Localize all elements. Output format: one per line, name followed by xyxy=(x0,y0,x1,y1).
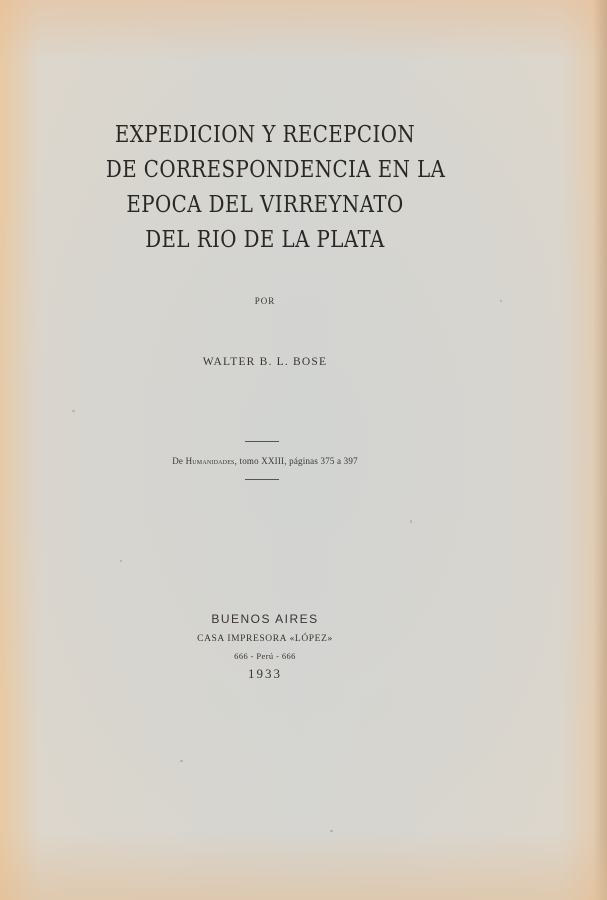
paper-fiber xyxy=(330,830,333,832)
imprint-address: 666 - Perú - 666 xyxy=(234,651,296,661)
paper-fiber xyxy=(72,410,75,412)
imprint-city: BUENOS AIRES xyxy=(211,612,319,626)
cover-title xyxy=(105,118,446,258)
title-line-3: EPOCA DEL VIRREYNATO xyxy=(126,192,404,218)
source-prefix: De xyxy=(172,456,184,466)
paper-fiber xyxy=(180,760,183,762)
by-label: POR xyxy=(254,296,276,306)
divider-top xyxy=(245,441,279,442)
title-line-4: DEL RIO DE LA PLATA xyxy=(145,227,385,253)
title-line-1: EXPEDICION Y RECEPCION xyxy=(114,122,416,148)
paper-fiber xyxy=(120,560,122,562)
paper-fiber xyxy=(410,520,412,523)
imprint-printer: CASA IMPRESORA «LÓPEZ» xyxy=(197,634,333,644)
imprint-year: 1933 xyxy=(248,666,282,681)
source-reference xyxy=(0,456,530,466)
paper-fiber xyxy=(500,300,502,302)
source-journal: Humanidades xyxy=(185,456,235,466)
divider-bottom xyxy=(245,479,279,480)
title-line-2: DE CORRESPONDENCIA EN LA xyxy=(105,157,446,183)
source-details: , tomo XXIII, páginas 375 a 397 xyxy=(234,456,358,466)
author-name: WALTER B. L. BOSE xyxy=(202,356,328,368)
page-edge-shadow xyxy=(593,0,607,900)
